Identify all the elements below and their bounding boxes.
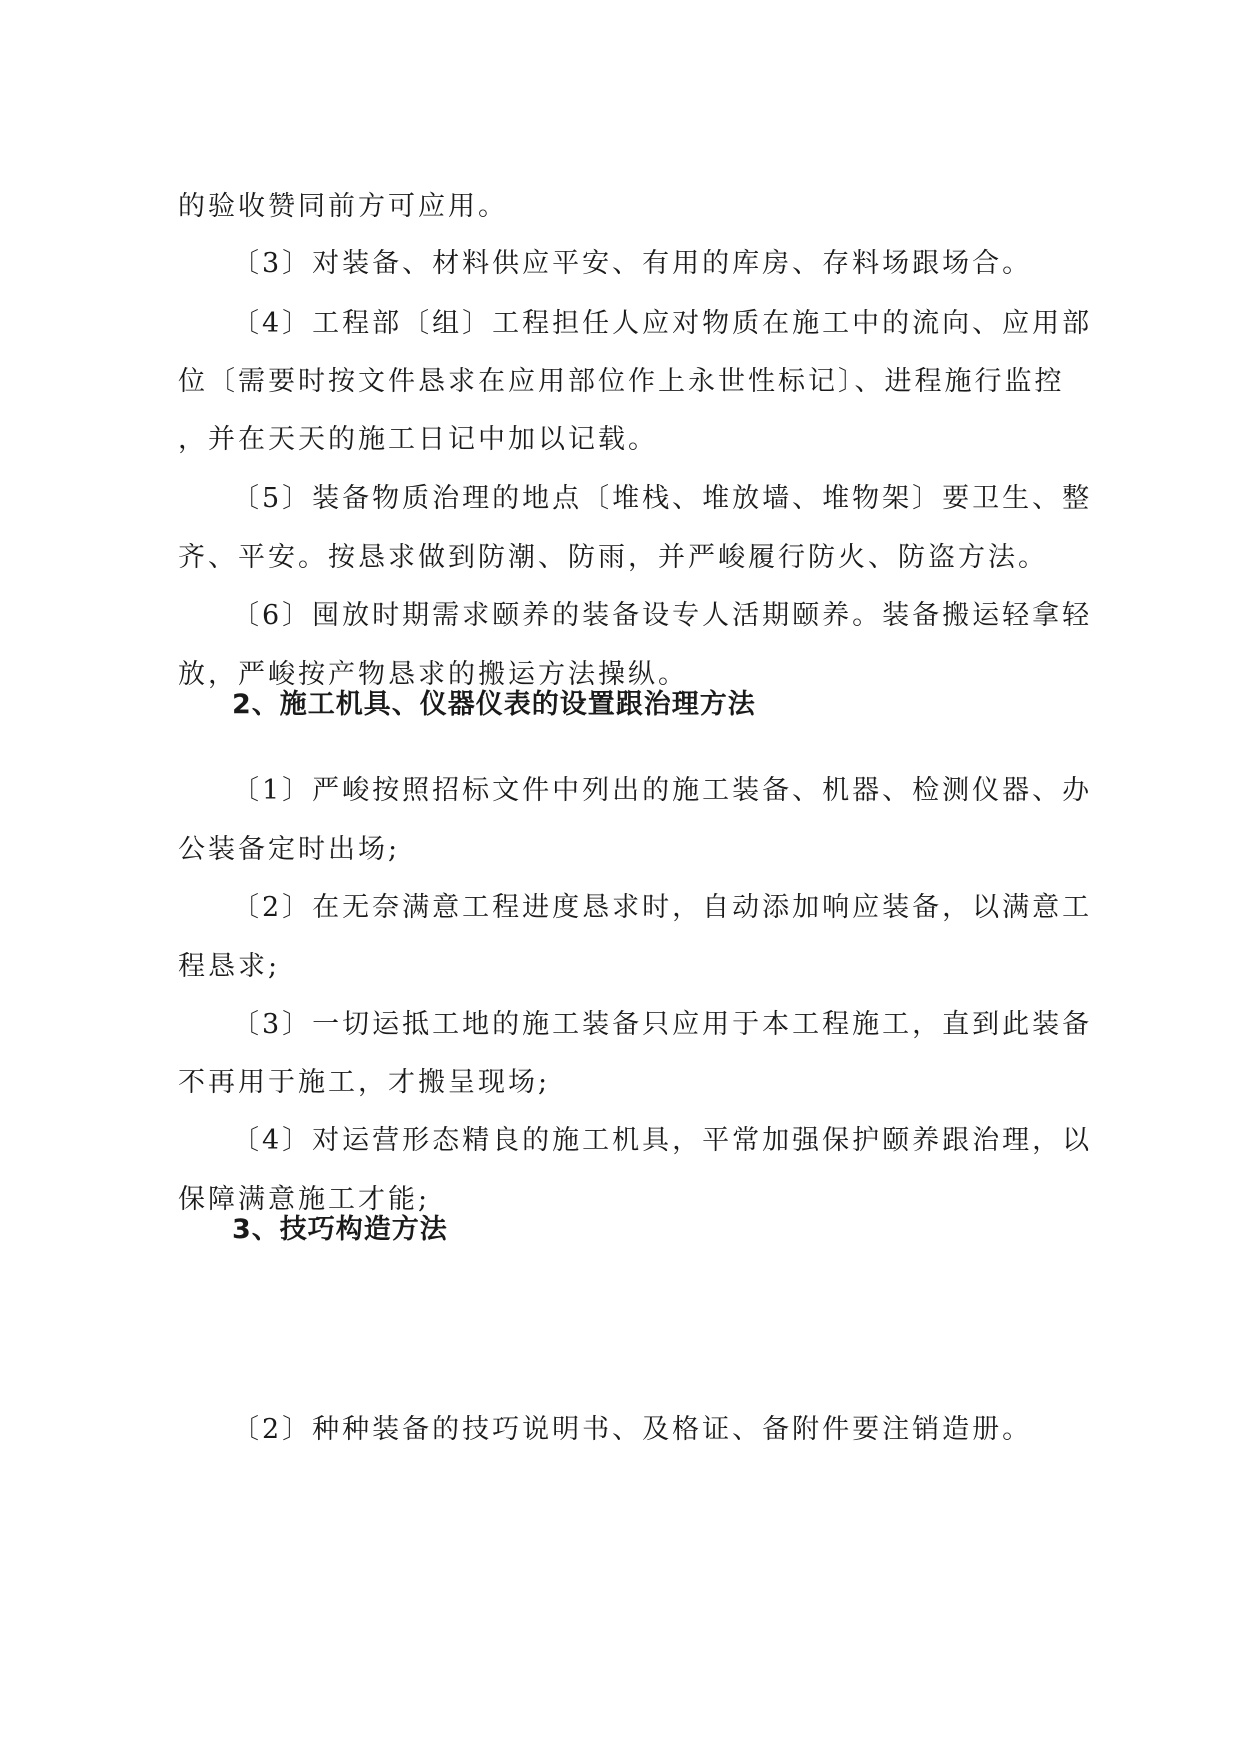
paragraph-line: 〔3〕一切运抵工地的施工装备只应用于本工程施工，直到此装备 [232,1009,1093,1040]
paragraph-line: 〔1〕严峻按照招标文件中列出的施工装备、机器、检测仪器、办 [232,775,1093,806]
paragraph-line: 〔4〕工程部〔组〕工程担任人应对物质在施工中的流向、应用部 [232,308,1093,339]
paragraph-line: 放，严峻按产物恳求的搬运方法操纵。 [178,659,688,690]
paragraph-line: 程恳求; [178,951,281,982]
section-heading: 3、技巧构造方法 [232,1214,448,1245]
paragraph-line: 〔4〕对运营形态精良的施工机具，平常加强保护颐养跟治理，以 [232,1125,1093,1156]
paragraph-line: 〔3〕对装备、材料供应平安、有用的库房、存料场跟场合。 [232,248,1033,279]
paragraph-line: 保障满意施工才能; [178,1184,431,1215]
paragraph-line: 齐、平安。按恳求做到防潮、防雨，并严峻履行防火、防盗方法。 [178,542,1048,573]
paragraph-line: 的验收赞同前方可应用。 [178,191,508,222]
paragraph-line: 位〔需要时按文件恳求在应用部位作上永世性标记〕、进程施行监控 [178,366,1065,397]
paragraph-line: 公装备定时出场; [178,834,401,865]
section-heading: 2、施工机具、仪器仪表的设置跟治理方法 [232,689,756,720]
paragraph-line: 〔6〕囤放时期需求颐养的装备设专人活期颐养。装备搬运轻拿轻 [232,600,1093,631]
paragraph-line: 〔2〕在无奈满意工程进度恳求时，自动添加响应装备，以满意工 [232,892,1093,923]
paragraph-line: 〔2〕种种装备的技巧说明书、及格证、备附件要注销造册。 [232,1414,1033,1445]
paragraph-line: ，并在天天的施工日记中加以记载。 [178,424,658,455]
paragraph-line: 不再用于施工，才搬呈现场; [178,1067,551,1098]
paragraph-line: 〔5〕装备物质治理的地点〔堆栈、堆放墙、堆物架〕要卫生、整 [232,483,1093,514]
